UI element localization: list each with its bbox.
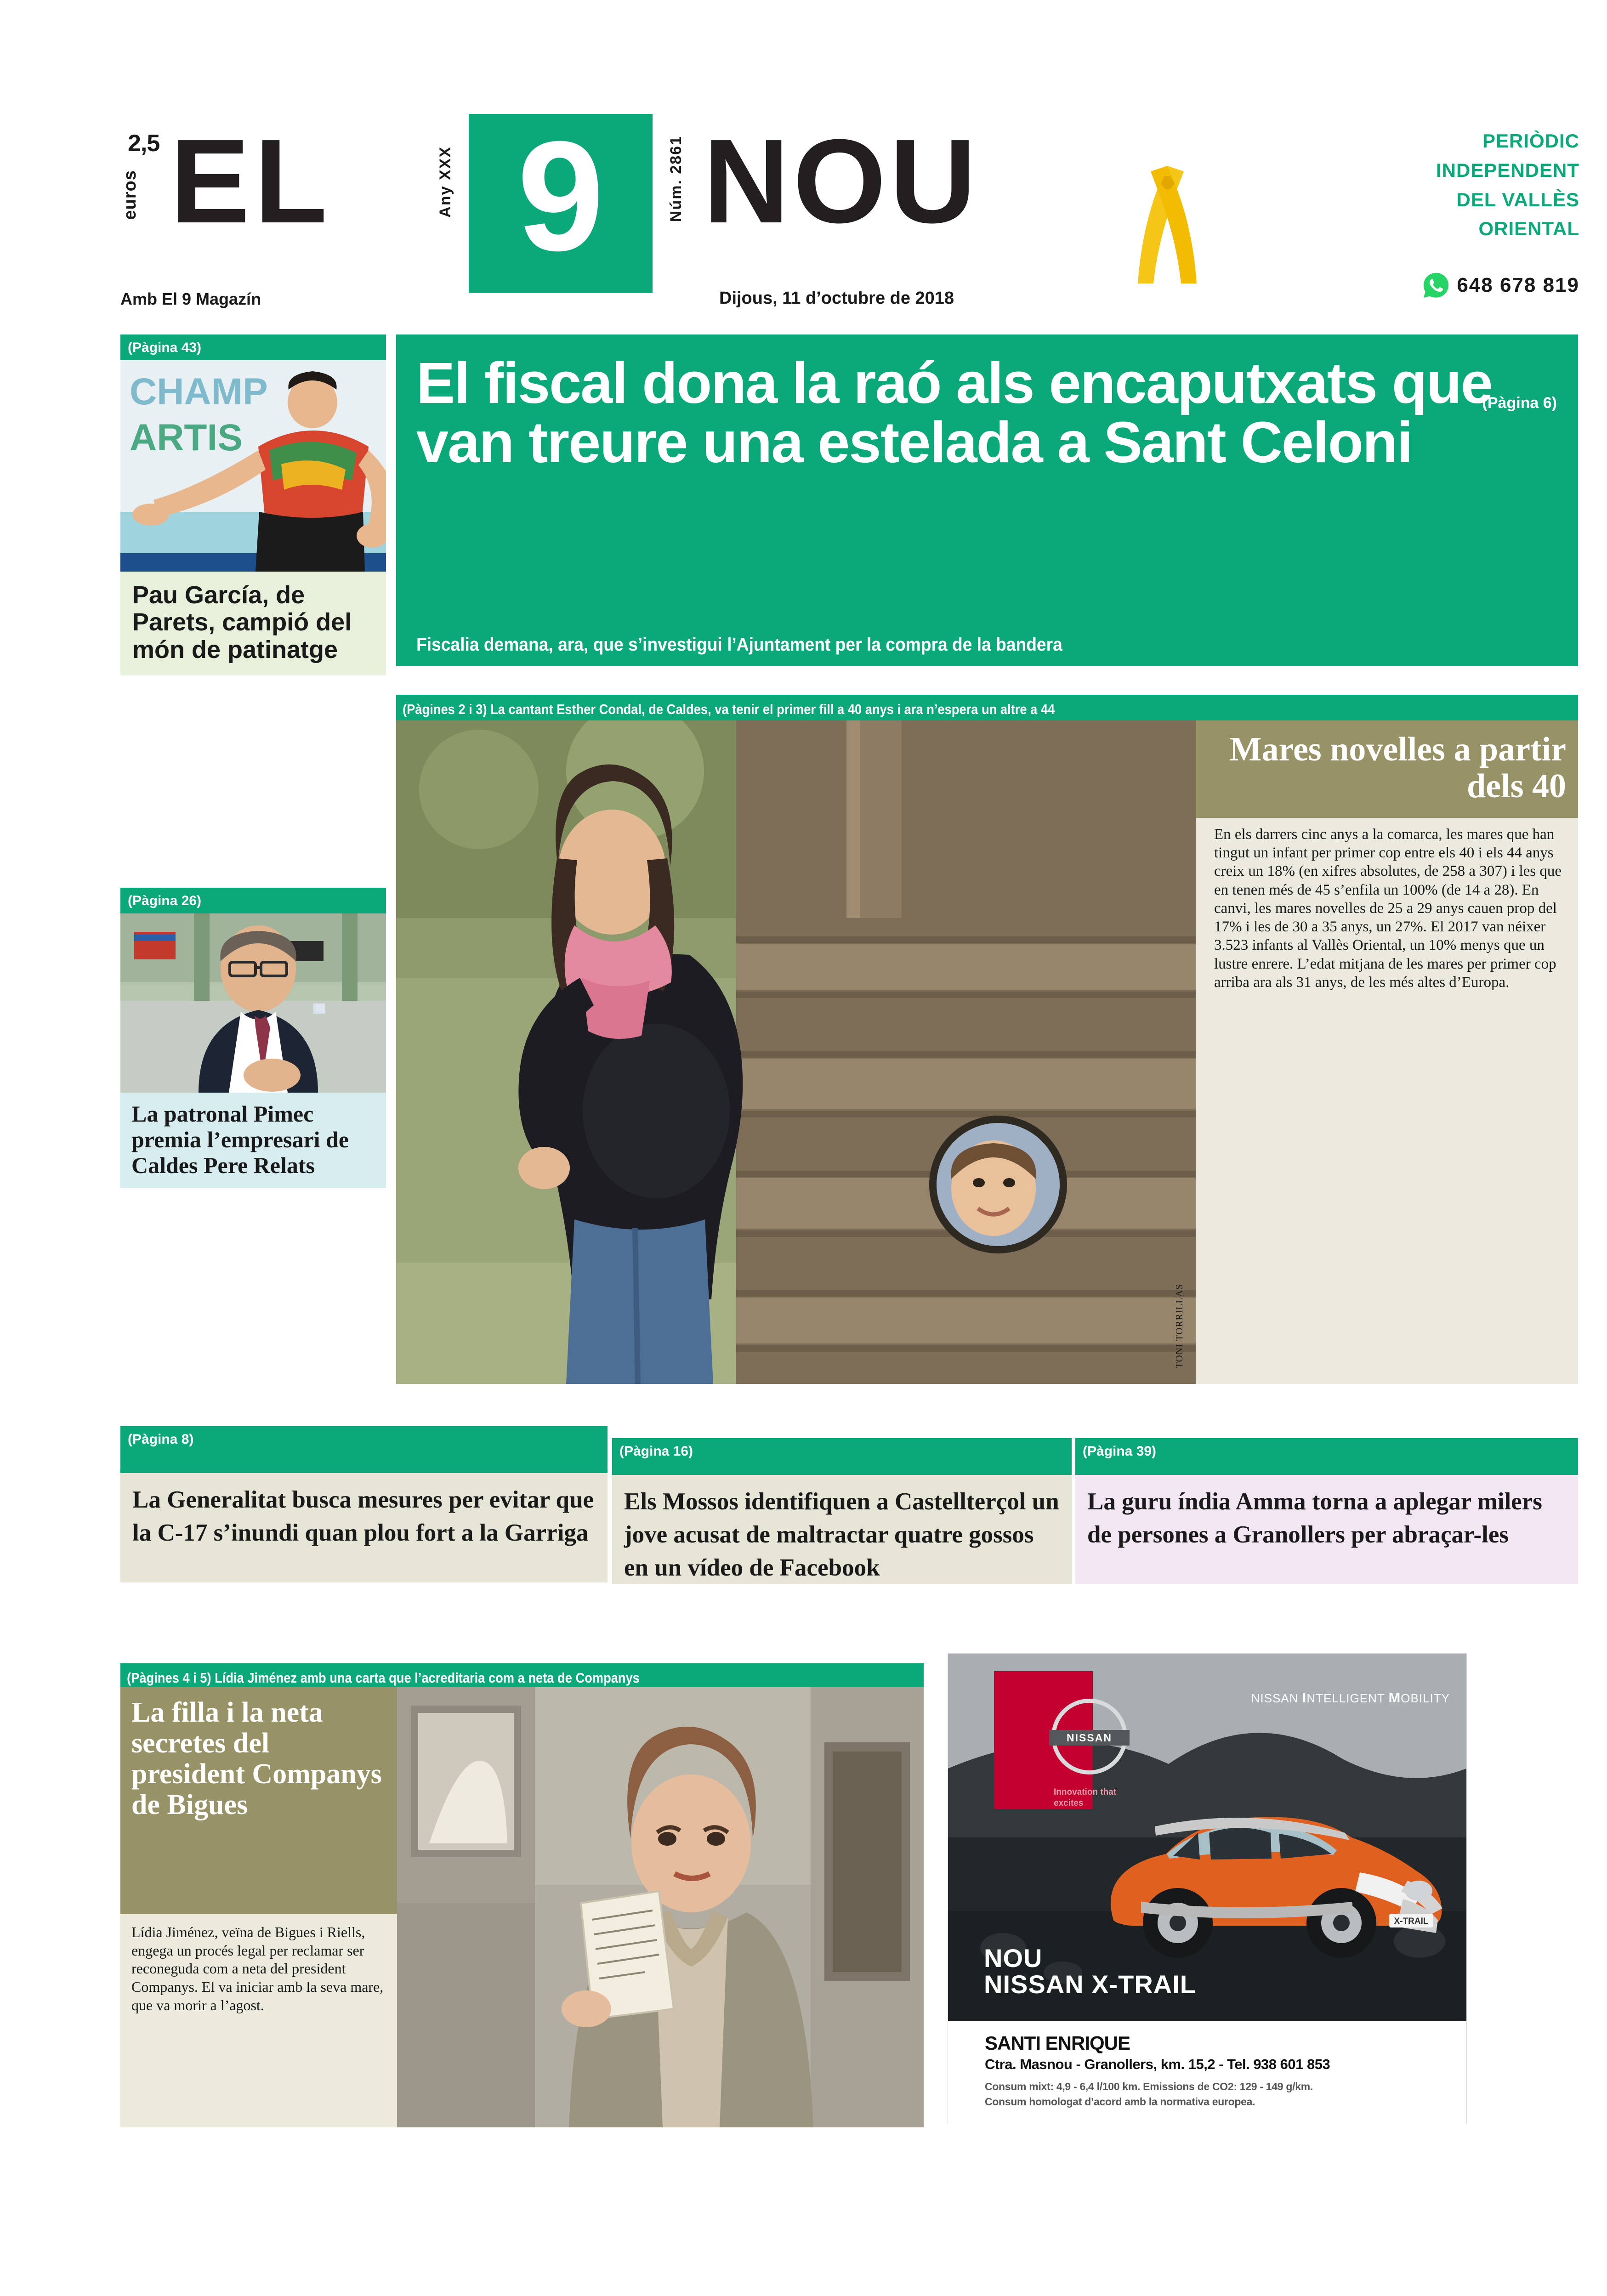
dateline: Dijous, 11 d’octubre de 2018 bbox=[719, 289, 954, 308]
rail-1-kicker-bar bbox=[120, 334, 386, 360]
masthead bbox=[0, 0, 1607, 322]
logo-nine: 9 bbox=[517, 109, 604, 283]
center-story-photo bbox=[396, 720, 1196, 1384]
bottom-story-headline: La filla i la neta secretes del president Companys de Bigues bbox=[131, 1697, 382, 1820]
ad-slogan-part-m: M bbox=[1388, 1689, 1401, 1706]
box-2-kicker-bar bbox=[612, 1438, 1072, 1475]
ad-slogan-part-1: NISSAN bbox=[1251, 1691, 1302, 1705]
nissan-brand-text: NISSAN bbox=[1067, 1732, 1112, 1744]
box-1-kicker-bar bbox=[120, 1426, 608, 1473]
ad-plate-text: X-TRAIL bbox=[1394, 1916, 1429, 1926]
ad-product-name bbox=[984, 1945, 1196, 1997]
box-1-page-ref: (Pàgina 8) bbox=[128, 1432, 194, 1447]
box-3-kicker-bar bbox=[1075, 1438, 1578, 1475]
box-2-page-ref: (Pàgina 16) bbox=[619, 1444, 693, 1459]
rail-2-headline: La patronal Pimec premia l’empresari de Caldes Pere Relats bbox=[131, 1101, 349, 1178]
teaser-box-generalitat[interactable] bbox=[120, 1426, 608, 1582]
issue-number-label: Núm. 2861 bbox=[667, 136, 685, 222]
lead-subhead: Fiscalia demana, ara, que s’investigui l’Ajuntament per la compra de la bandera bbox=[416, 635, 1062, 655]
nissan-advertisement[interactable] bbox=[948, 1653, 1467, 2124]
tagline-line-4: ORIENTAL bbox=[1478, 218, 1579, 240]
center-story[interactable] bbox=[396, 695, 1578, 1384]
tagline-line-2: INDEPENDENT bbox=[1436, 159, 1579, 181]
ad-legal-line-2: Consum homologat d’acord amb la normativa europea. bbox=[985, 2095, 1255, 2108]
pregnant-woman-photo-illustration bbox=[396, 720, 1196, 1384]
nissan-tagline: Innovation that excites bbox=[1054, 1787, 1117, 1808]
rail-2-caption bbox=[120, 1093, 386, 1188]
ad-product-line-2: NISSAN X-TRAIL bbox=[984, 1969, 1196, 1999]
ad-legal-line-1: Consum mixt: 4,9 - 6,4 l/100 km. Emissions de CO2: 129 - 149 g/km. bbox=[985, 2081, 1313, 2092]
bottom-story-text-column bbox=[120, 1687, 397, 2127]
center-story-photo-credit: TONI TORRILLAS bbox=[1174, 1284, 1185, 1368]
box-2-body bbox=[612, 1475, 1072, 1584]
lead-page-ref: (Pàgina 6) bbox=[1482, 394, 1557, 412]
whatsapp-icon[interactable] bbox=[1422, 271, 1450, 300]
center-story-headline-block bbox=[1196, 720, 1578, 818]
center-story-headline: Mares novelles a partir dels 40 bbox=[1229, 731, 1566, 805]
ad-dealer-name: SANTI ENRIQUE bbox=[985, 2032, 1130, 2054]
box-1-body bbox=[120, 1473, 608, 1582]
lead-story[interactable] bbox=[396, 334, 1578, 666]
logo-nou: NOU bbox=[703, 115, 980, 248]
rail-1-page-ref: (Pàgina 43) bbox=[128, 340, 202, 355]
box-2-headline: Els Mossos identifiquen a Castellterçol un jove acusat de maltractar quatre gossos en un vídeo de Facebook bbox=[624, 1488, 1059, 1582]
tagline bbox=[1436, 126, 1579, 244]
rail-2-kicker-bar bbox=[120, 888, 386, 913]
logo-el: EL bbox=[170, 115, 332, 248]
center-story-body: En els darrers cinc anys a la comarca, les mares que han tingut un infant per primer cop entre els 40 i els 44 anys creix un 18% (en xifres absolutes, de 258 a 307) i les que en tenen més de 45 s’enfila un 100% (de 14 a 28). En canvi, les mares novelles de 25 a 29 anys cauen prop del 17% i les de 30 a 35 anys, un 27%. El 2017 van néixer 3.523 infants al Vallès Oriental, un 10% menys que un lustre enrere. L’edat mitjana de les mares per primer cop arriba ara als 31 anys, de les més altes d’Europa. bbox=[1214, 826, 1562, 991]
whatsapp-contact[interactable] bbox=[1422, 271, 1579, 300]
rail-1-headline: Pau García, de Parets, campió del món de patinatge bbox=[132, 581, 352, 663]
bottom-story-body: Lídia Jiménez, veïna de Bigues i Riells, engega un procés legal per reclamar ser reconeguda com a neta del president Companys. El va iniciar amb la seva mare, que va morir a l’agost. bbox=[120, 1914, 397, 2127]
tagline-line-3: DEL VALLÈS bbox=[1456, 188, 1579, 210]
ad-slogan-part-i: I bbox=[1302, 1689, 1307, 1706]
box-3-page-ref: (Pàgina 39) bbox=[1083, 1444, 1157, 1459]
ad-slogan-part-2: NTELLIGENT bbox=[1306, 1691, 1389, 1705]
bottom-story-kicker-bar bbox=[120, 1663, 924, 1687]
teaser-box-amma[interactable] bbox=[1075, 1438, 1578, 1584]
whatsapp-number: 648 678 819 bbox=[1457, 274, 1579, 296]
businessman-photo-illustration bbox=[120, 913, 386, 1093]
supplement-label: Amb El 9 Magazín bbox=[120, 289, 261, 308]
ad-nissan-logo-panel bbox=[994, 1671, 1117, 1809]
ad-slogan-part-3: OBILITY bbox=[1401, 1691, 1450, 1705]
price-unit-label: euros bbox=[120, 170, 140, 220]
ad-product-line-1: NOU bbox=[984, 1943, 1043, 1973]
rail-2-photo bbox=[120, 913, 386, 1093]
center-story-sidebar bbox=[1196, 720, 1578, 1384]
nissan-xtrail-car-illustration bbox=[1086, 1782, 1449, 1966]
rail-item-patinatge[interactable] bbox=[120, 334, 386, 675]
rail-item-pimec[interactable] bbox=[120, 888, 386, 1188]
volume-year-label: Any XXX bbox=[437, 146, 454, 218]
box-1-headline: La Generalitat busca mesures per evitar que la C-17 s’inundi quan plou fort a la Garriga bbox=[132, 1486, 594, 1547]
rail-1-caption bbox=[120, 572, 386, 675]
bottom-story-photo bbox=[397, 1687, 924, 2127]
ad-legal-text bbox=[985, 2079, 1455, 2109]
skater-photo-illustration bbox=[120, 360, 386, 572]
rail-2-page-ref: (Pàgina 26) bbox=[128, 893, 202, 908]
box-3-headline: La guru índia Amma torna a aplegar milers de persones a Granollers per abraçar-les bbox=[1087, 1488, 1542, 1548]
price-value: 2,5 bbox=[128, 130, 160, 157]
ad-footer bbox=[948, 2021, 1466, 2115]
center-story-kicker-bar bbox=[396, 695, 1578, 720]
yellow-ribbon-icon bbox=[1135, 163, 1199, 287]
box-3-body bbox=[1075, 1475, 1578, 1584]
ad-hero-image bbox=[948, 1654, 1466, 2021]
tagline-line-1: PERIÒDIC bbox=[1482, 130, 1579, 152]
lead-headline: El fiscal dona la raó als encaputxats que van treure una estelada a Sant Celoni bbox=[416, 351, 1492, 475]
ad-intelligent-mobility-slogan bbox=[1251, 1689, 1450, 1706]
bottom-story-headline-block bbox=[120, 1687, 397, 1914]
nissan-wordmark bbox=[1049, 1730, 1130, 1746]
woman-with-letter-photo-illustration bbox=[397, 1687, 924, 2127]
ad-dealer-address: Ctra. Masnou - Granollers, km. 15,2 - Tel. 938 601 853 bbox=[985, 2056, 1330, 2072]
bottom-story[interactable] bbox=[120, 1663, 924, 2127]
svg-text:ARTIS: ARTIS bbox=[130, 417, 243, 459]
svg-text:CHAMP: CHAMP bbox=[130, 371, 268, 413]
teaser-box-mossos[interactable] bbox=[612, 1438, 1072, 1584]
rail-1-photo bbox=[120, 360, 386, 572]
bottom-story-kicker: (Pàgines 4 i 5) Lídia Jiménez amb una carta que l’acreditaria com a neta de Companys bbox=[127, 1670, 640, 1686]
center-story-kicker: (Pàgines 2 i 3) La cantant Esther Condal, de Caldes, va tenir el primer fill a 40 anys i ara n’espera un altre a 44 bbox=[403, 701, 1055, 717]
